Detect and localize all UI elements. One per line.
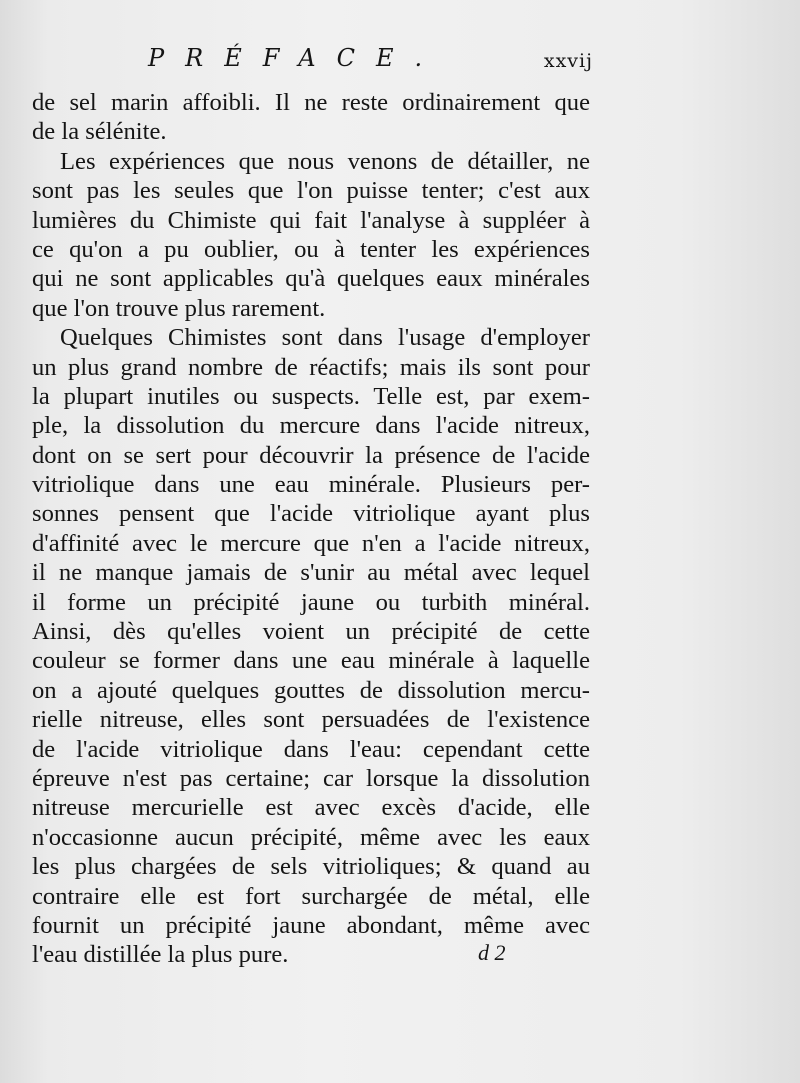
text-line: Ainsi, dès qu'elles voient un précipité de cette xyxy=(32,618,590,646)
body-text xyxy=(32,88,590,970)
text-line: l'eau distillée la plus pure. xyxy=(32,941,289,969)
text-line: sont pas les seules que l'on puisse tenter; c'est aux xyxy=(32,177,590,205)
text-line: les plus chargées de sels vitrioliques; & quand au xyxy=(32,853,590,881)
text-line: il forme un précipité jaune ou turbith minéral. xyxy=(32,588,590,616)
text-line: on a ajouté quelques gouttes de dissolution mercu- xyxy=(32,676,590,704)
text-line: de l'acide vitriolique dans l'eau: cependant cette xyxy=(32,735,590,763)
text-line: de la sélénite. xyxy=(32,118,167,146)
text-line: que l'on trouve plus rarement. xyxy=(32,294,326,322)
running-title: PRÉFACE. xyxy=(148,44,444,72)
text-line: vitriolique dans une eau minérale. Plusieurs per- xyxy=(32,471,590,499)
text-line: sonnes pensent que l'acide vitriolique ayant plus xyxy=(32,500,590,528)
text-line: il ne manque jamais de s'unir au métal avec lequel xyxy=(32,559,590,587)
text-line: couleur se former dans une eau minérale à laquelle xyxy=(32,647,590,675)
text-line: de sel marin affoibli. Il ne reste ordinairement que xyxy=(32,89,590,116)
text-line: contraire elle est fort surchargée de métal, elle xyxy=(32,882,590,910)
text-line: fournit un précipité jaune abondant, même avec xyxy=(32,911,590,939)
text-line: ce qu'on a pu oublier, ou à tenter les expériences xyxy=(32,235,590,263)
text-line: nitreuse mercurielle est avec excès d'acide, elle xyxy=(32,794,590,822)
text-line: Les expériences que nous venons de détailler, ne xyxy=(60,147,590,175)
text-line: n'occasionne aucun précipité, même avec les eaux xyxy=(32,823,590,851)
text-line: ple, la dissolution du mercure dans l'acide nitreux, xyxy=(32,412,590,440)
running-head xyxy=(148,44,593,78)
text-line: Quelques Chimistes sont dans l'usage d'employer xyxy=(60,324,590,352)
text-line: qui ne sont applicables qu'à quelques eaux minérales xyxy=(32,265,590,293)
signature-mark: d 2 xyxy=(478,940,506,965)
text-line: rielle nitreuse, elles sont persuadées de l'existence xyxy=(32,706,590,734)
text-line: d'affinité avec le mercure que n'en a l'acide nitreux, xyxy=(32,529,590,557)
text-line: lumières du Chimiste qui fait l'analyse à suppléer à xyxy=(32,206,590,234)
text-line: la plupart inutiles ou suspects. Telle est, par exem- xyxy=(32,382,590,410)
text-line: dont on se sert pour découvrir la présence de l'acide xyxy=(32,441,590,469)
text-line: un plus grand nombre de réactifs; mais ils sont pour xyxy=(32,353,590,381)
text-line: épreuve n'est pas certaine; car lorsque la dissolution xyxy=(32,764,590,792)
page-number: xxvij xyxy=(543,50,593,72)
